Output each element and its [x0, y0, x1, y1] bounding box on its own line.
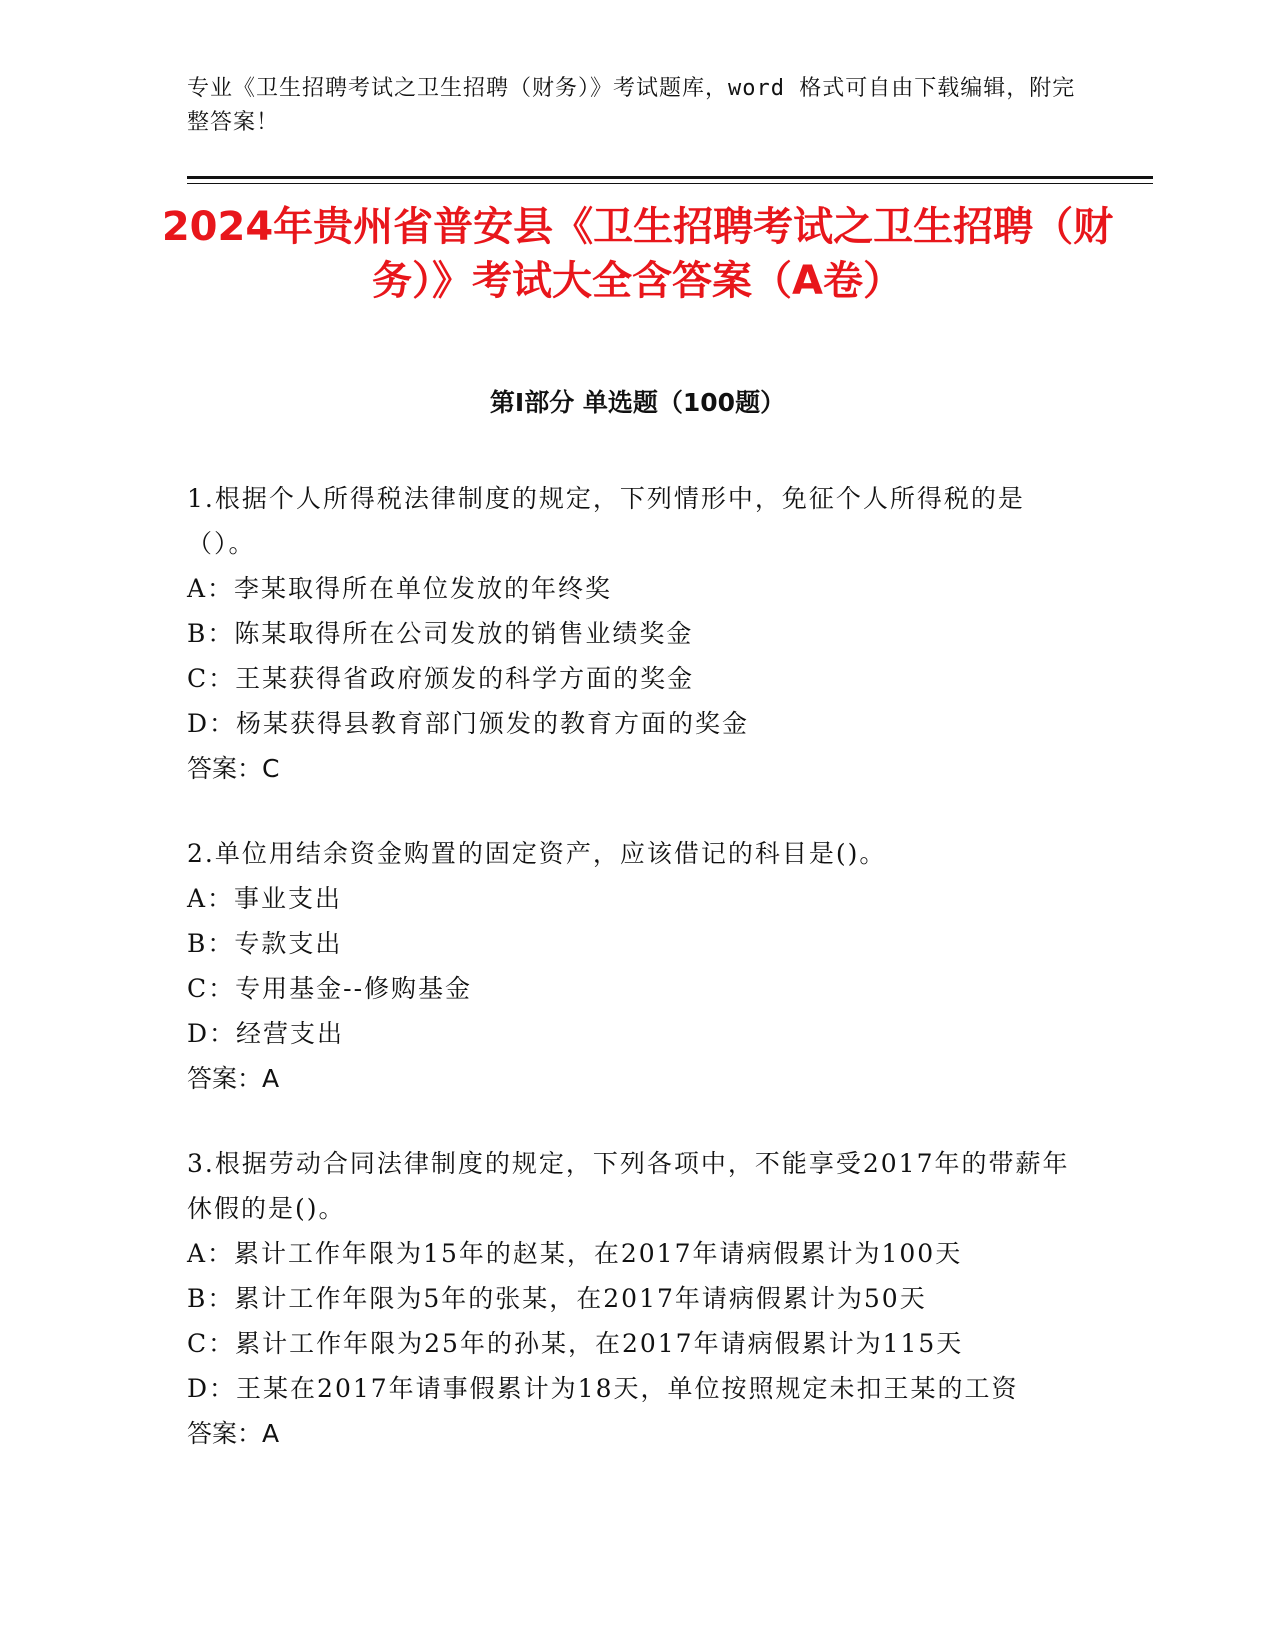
option-a: A：李某取得所在单位发放的年终奖	[187, 574, 613, 603]
header-rule-thin	[187, 183, 1153, 184]
question-list	[187, 476, 1087, 1496]
option-a: A：累计工作年限为15年的赵某，在2017年请病假累计为100天	[187, 1239, 963, 1268]
question-stem: 3.根据劳动合同法律制度的规定，下列各项中，不能享受2017年的带薪年休假的是()。	[187, 1149, 1070, 1223]
option-d: D：杨某获得县教育部门颁发的教育方面的奖金	[187, 709, 750, 738]
question-3	[187, 1141, 1087, 1456]
option-c: C：累计工作年限为25年的孙某，在2017年请病假累计为115天	[187, 1329, 964, 1358]
question-stem: 1.根据个人所得税法律制度的规定，下列情形中，免征个人所得税的是（）。	[187, 484, 1025, 558]
question-stem: 2.单位用结余资金购置的固定资产，应该借记的科目是()。	[187, 839, 887, 868]
section-heading: 第Ⅰ部分 单选题（100题）	[489, 388, 786, 417]
option-c: C：王某获得省政府颁发的科学方面的奖金	[187, 664, 695, 693]
header-note: 专业《卫生招聘考试之卫生招聘（财务）》考试题库，word 格式可自由下载编辑，附完整答案！	[187, 76, 1076, 135]
option-d: D：经营支出	[187, 1019, 345, 1048]
question-2	[187, 831, 1087, 1101]
option-b: B：专款支出	[187, 929, 343, 958]
option-b: B：累计工作年限为5年的张某，在2017年请病假累计为50天	[187, 1284, 927, 1313]
document-title: 2024年贵州省普安县《卫生招聘考试之卫生招聘（财务）》考试大全含答案（A卷）	[161, 204, 1114, 304]
question-1	[187, 476, 1087, 791]
option-b: B：陈某取得所在公司发放的销售业绩奖金	[187, 619, 694, 648]
answer: 答案：A	[187, 1419, 280, 1448]
option-a: A：事业支出	[187, 884, 343, 913]
option-d: D：王某在2017年请事假累计为18天，单位按照规定未扣王某的工资	[187, 1374, 1019, 1403]
answer: 答案：C	[187, 754, 280, 783]
header-rule-thick	[187, 176, 1153, 179]
answer: 答案：A	[187, 1064, 280, 1093]
option-c: C：专用基金--修购基金	[187, 974, 473, 1003]
